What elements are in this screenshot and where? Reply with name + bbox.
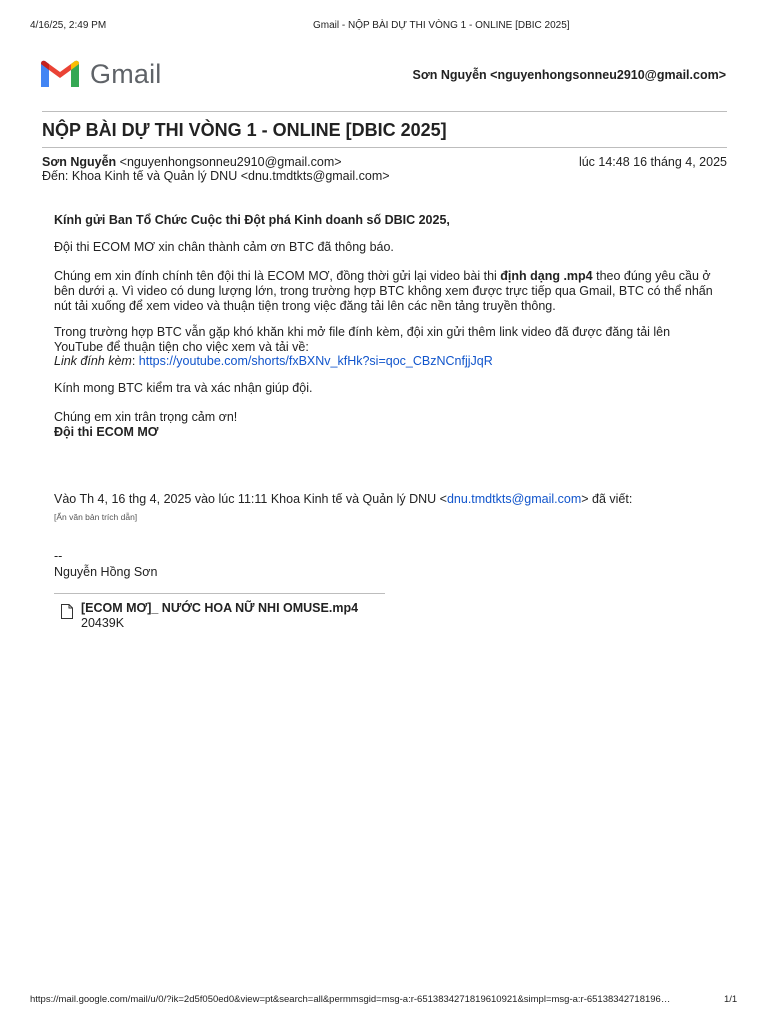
link-separator: : <box>131 354 139 368</box>
gmail-logo-text: Gmail <box>90 58 162 89</box>
print-datetime: 4/16/25, 2:49 PM <box>30 20 107 31</box>
print-url: https://mail.google.com/mail/u/0/?ik=2d5f050ed0&view=pt&search=all&permmsgid=msg-a:r-6513834271819610921&simpl=msg-a:r-65138342718196… <box>30 994 671 1005</box>
team-signature: Đội thi ECOM MƠ <box>54 425 159 439</box>
quote-header-part1: Vào Th 4, 16 thg 4, 2025 vào lúc 11:11 Khoa Kinh tế và Quản lý DNU < <box>54 492 447 506</box>
quote-email-link[interactable]: dnu.tmdtkts@gmail.com <box>446 492 582 506</box>
sender-email: <nguyenhongsonneu2910@gmail.com> <box>119 155 342 169</box>
paragraph-thanks: Đội thi ECOM MƠ xin chân thành cảm ơn BTC đã thông báo. <box>54 240 394 254</box>
sender-name: Sơn Nguyễn <box>42 155 117 169</box>
subject-divider <box>42 147 727 148</box>
paragraph-request: Kính mong BTC kiểm tra và xác nhận giúp đội. <box>54 381 313 395</box>
file-icon <box>61 604 73 619</box>
sender-line <box>42 155 342 169</box>
recipient-line: Đến: Khoa Kinh tế và Quản lý DNU <dnu.tmdtkts@gmail.com> <box>42 169 390 183</box>
show-quoted-text[interactable]: [Ẩn văn bản trích dẫn] <box>54 512 138 522</box>
greeting: Kính gửi Ban Tổ Chức Cuộc thi Đột phá Kinh doanh số DBIC 2025, <box>54 213 450 227</box>
paragraph-correction-part1: Chúng em xin đính chính tên đội thi là ECOM MƠ, đồng thời gửi lại video bài thi <box>54 269 501 283</box>
signature-name: Nguyễn Hồng Sơn <box>54 565 158 579</box>
gmail-logo-icon <box>40 59 80 89</box>
attachment-name[interactable]: [ECOM MƠ]_ NƯỚC HOA NỮ NHI OMUSE.mp4 <box>81 601 359 615</box>
header-divider <box>42 111 727 112</box>
youtube-link[interactable]: https://youtube.com/shorts/fxBXNv_kfHk?si=qoc_CBzNCnfjjJqR <box>138 354 493 368</box>
quote-header <box>54 492 714 507</box>
print-title: Gmail - NỘP BÀI DỰ THI VÒNG 1 - ONLINE [DBIC 2025] <box>313 20 570 31</box>
email-subject: NỘP BÀI DỰ THI VÒNG 1 - ONLINE [DBIC 2025] <box>42 120 447 140</box>
paragraph-youtube: Trong trường hợp BTC vẫn gặp khó khăn khi mở file đính kèm, đội xin gửi thêm link video đã được đăng tải lên YouTube để thuận tiện cho việc xem và tải về: <box>54 325 671 354</box>
paragraph-correction-part2: theo đúng yêu cầu ở bên dưới ạ. Vì video có dung lượng lớn, trong trường hợp BTC không xem được trực tiếp qua Gmail, BTC có thể nhấn nút tải xuống để xem video và thuận tiện trong việc đăng tải lên các nền tảng truyền thông. <box>54 269 713 313</box>
account-identity: Sơn Nguyễn <nguyenhongsonneu2910@gmail.com> <box>412 68 726 82</box>
link-line <box>54 354 714 369</box>
quote-header-part2: > đã viết: <box>581 492 633 506</box>
paragraph-correction-bold: định dạng .mp4 <box>500 269 593 283</box>
attachment-divider <box>54 593 385 594</box>
closing-line: Chúng em xin trân trọng cảm ơn! <box>54 410 238 424</box>
attachment-size: 20439K <box>81 616 125 630</box>
link-label: Link đính kèm <box>54 354 132 368</box>
print-page-number: 1/1 <box>724 994 738 1005</box>
gmail-logo <box>40 54 162 94</box>
paragraph-correction <box>54 269 714 314</box>
message-date: lúc 14:48 16 tháng 4, 2025 <box>578 155 727 169</box>
signature-separator: -- <box>54 549 63 563</box>
